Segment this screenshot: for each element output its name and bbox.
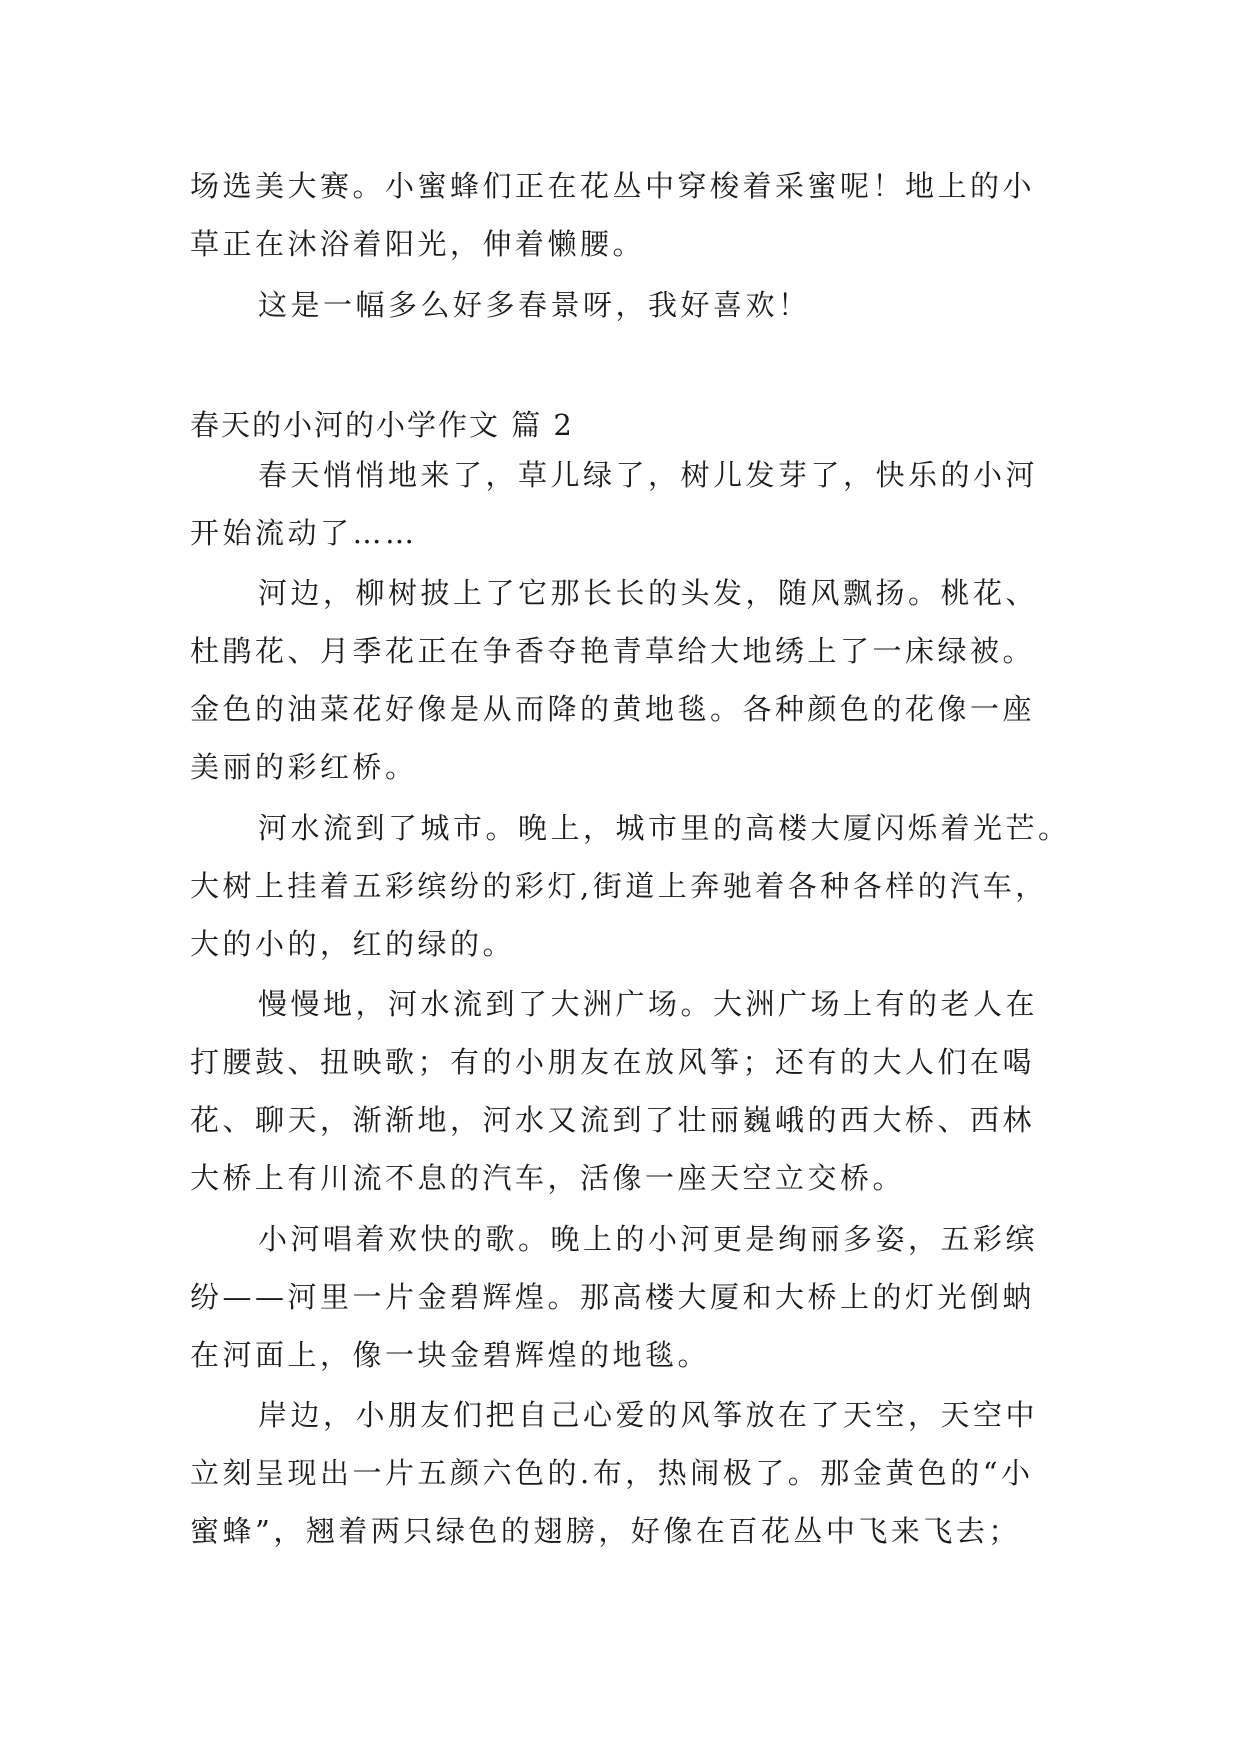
text-line: 河边，柳树披上了它那长长的头发，随风飘扬。桃花、: [258, 576, 1039, 610]
text-line: 打腰鼓、扭映歌；有的小朋友在放风筝；还有的大人们在喝: [190, 1045, 1036, 1079]
text-line: 金色的油菜花好像是从而降的黄地毯。各种颜色的花像一座: [190, 692, 1036, 726]
text-line: 场选美大赛。小蜜蜂们正在花丛中穿梭着采蜜呢！地上的小: [190, 169, 1036, 203]
closing-paragraph: [190, 276, 1070, 334]
text-line: 纷——河里一片金碧辉煌。那高楼大厦和大桥上的灯光倒蚋: [190, 1280, 1036, 1314]
text-line: 小河唱着欢快的歌。晚上的小河更是绚丽多姿，五彩缤: [258, 1222, 1039, 1256]
text-line: 岸边，小朋友们把自己心爱的风筝放在了天空，天空中: [258, 1398, 1039, 1432]
text-line: 杜鹃花、月季花正在争香夺艳青草给大地绣上了一床绿被。: [190, 634, 1036, 668]
text-line: 在河面上，像一块金碧辉煌的地毯。: [190, 1338, 711, 1372]
paragraph: [190, 1386, 1070, 1560]
paragraph: [190, 799, 1070, 973]
section-title-text: 春天的小河的小学作文 篇 2: [190, 408, 574, 442]
text-line: 美丽的彩红桥。: [190, 750, 418, 784]
text-line: 蜜蜂”，翘着两只绿色的翅膀，好像在百花丛中飞来飞去；: [190, 1514, 1021, 1548]
text-line: 立刻呈现出一片五颜六色的.布，热闹极了。那金黄色的“小: [190, 1456, 1034, 1490]
text-line: 开始流动了……: [190, 516, 418, 550]
text-line: 河水流到了城市。晚上，城市里的高楼大厦闪烁着光芒。: [258, 811, 1071, 845]
text-line: 大桥上有川流不息的汽车，活像一座天空立交桥。: [190, 1161, 906, 1195]
paragraph: [190, 1210, 1070, 1384]
paragraph: [190, 564, 1070, 796]
text-line: 花、聊天，渐渐地，河水又流到了壮丽巍峨的西大桥、西林: [190, 1103, 1036, 1137]
text-line: 草正在沐浴着阳光，伸着懒腰。: [190, 227, 646, 261]
paragraph: [190, 975, 1070, 1207]
text-line: 慢慢地，河水流到了大洲广场。大洲广场上有的老人在: [258, 987, 1039, 1021]
text-line: 大树上挂着五彩缤纷的彩灯,街道上奔驰着各种各样的汽车，: [190, 869, 1048, 903]
paragraph: [190, 446, 1070, 562]
text-line: 大的小的，红的绿的。: [190, 927, 516, 961]
text-line: 这是一幅多么好多春景呀，我好喜欢！: [258, 288, 811, 322]
text-line: 春天悄悄地来了，草儿绿了，树儿发芽了，快乐的小河: [258, 458, 1039, 492]
continuation-paragraph: [190, 157, 1070, 273]
